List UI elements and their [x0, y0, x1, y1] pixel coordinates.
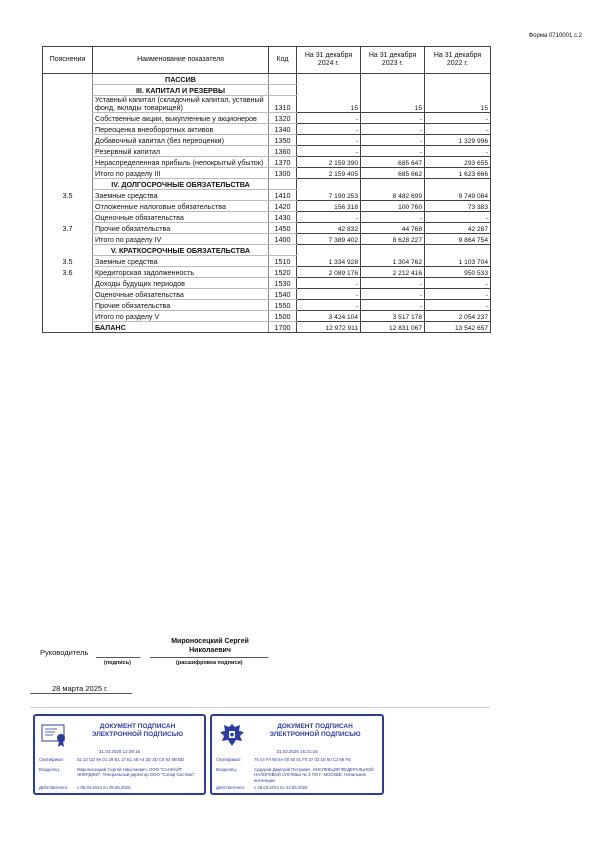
- value-2024-cell: 15: [297, 96, 361, 113]
- stamp-valid-row: [39, 785, 200, 790]
- value-2023-cell: [361, 85, 425, 96]
- stamp-owner-label: Владелец:: [216, 767, 238, 772]
- explanation-cell: [43, 277, 93, 288]
- value-2024-cell: -: [297, 277, 361, 288]
- value-2023-cell: 100 760: [361, 200, 425, 211]
- certificate-icon: [41, 722, 69, 748]
- explanation-cell: 3.6: [43, 266, 93, 277]
- value-2024-cell: -: [297, 145, 361, 156]
- indicator-name-cell: Оценочные обязательства: [93, 288, 269, 299]
- header-indicator-name: Наименование показателя: [93, 47, 269, 74]
- table-row: [43, 134, 491, 145]
- value-2023-cell: 685 662: [361, 167, 425, 178]
- code-cell: 1400: [269, 233, 297, 244]
- table-row: [43, 288, 491, 299]
- code-cell: [269, 85, 297, 96]
- stamp-valid-row: [216, 785, 378, 790]
- value-2024-cell: -: [297, 211, 361, 222]
- value-2022-cell: -: [425, 288, 491, 299]
- header-2023: На 31 декабря 2023 г.: [361, 47, 425, 74]
- value-2022-cell: [425, 244, 491, 255]
- value-2022-cell: 1 623 666: [425, 167, 491, 178]
- indicator-name-cell: Итого по разделу V: [93, 310, 269, 321]
- stamp-title: ДОКУМЕНТ ПОДПИСАН ЭЛЕКТРОННОЙ ПОДПИСЬЮ: [91, 723, 184, 739]
- code-cell: 1530: [269, 277, 297, 288]
- code-cell: [269, 178, 297, 189]
- code-cell: 1550: [269, 299, 297, 310]
- value-2022-cell: 1 103 704: [425, 255, 491, 266]
- header-2022: На 31 декабря 2022 г.: [425, 47, 491, 74]
- code-cell: 1420: [269, 200, 297, 211]
- table-row: [43, 178, 491, 189]
- indicator-name-cell: III. КАПИТАЛ И РЕЗЕРВЫ: [93, 85, 269, 96]
- value-2022-cell: 9 864 754: [425, 233, 491, 244]
- value-2022-cell: 13 542 657: [425, 321, 491, 332]
- value-2022-cell: 1 329 996: [425, 134, 491, 145]
- value-2022-cell: 15: [425, 96, 491, 113]
- stamp-owner-row: [216, 767, 378, 783]
- value-2022-cell: -: [425, 123, 491, 134]
- value-2023-cell: 3 517 178: [361, 310, 425, 321]
- explanation-cell: 3.5: [43, 255, 93, 266]
- stamp-cert-value: 02 23 CD 8A 01 29 B1 17 B1 48 A4 2D 3D C9 93 6B BD: [77, 757, 185, 762]
- table-row: [43, 244, 491, 255]
- value-2023-cell: [361, 178, 425, 189]
- value-2024-cell: 2 089 176: [297, 266, 361, 277]
- code-cell: 1430: [269, 211, 297, 222]
- value-2022-cell: 293 655: [425, 156, 491, 167]
- explanation-cell: [43, 310, 93, 321]
- value-2023-cell: 2 212 416: [361, 266, 425, 277]
- indicator-name-cell: Кредиторская задолженность: [93, 266, 269, 277]
- stamp-valid-value: с 29.03.2024 по 22.06.2025: [254, 785, 308, 790]
- value-2024-cell: 42 832: [297, 222, 361, 233]
- table-row: [43, 277, 491, 288]
- indicator-name-cell: Уставный капитал (складочный капитал, уставный фонд, вклады товарищей): [93, 96, 269, 113]
- stamp-owner-row: [39, 767, 200, 778]
- table-row: [43, 310, 491, 321]
- value-2023-cell: 1 304 762: [361, 255, 425, 266]
- table-row: [43, 112, 491, 123]
- table-row: [43, 167, 491, 178]
- indicator-name-cell: Переоценка внеоборотных активов: [93, 123, 269, 134]
- indicator-name-cell: Доходы будущих периодов: [93, 277, 269, 288]
- value-2023-cell: -: [361, 299, 425, 310]
- value-2024-cell: -: [297, 112, 361, 123]
- header-explanations: Пояснения: [43, 47, 93, 74]
- explanation-cell: [43, 123, 93, 134]
- value-2024-cell: [297, 244, 361, 255]
- code-cell: 1350: [269, 134, 297, 145]
- name-line: [150, 657, 268, 658]
- indicator-name-cell: БАЛАНС: [93, 321, 269, 332]
- indicator-name-cell: V. КРАТКОСРОЧНЫЕ ОБЯЗАТЕЛЬСТВА: [93, 244, 269, 255]
- header-code: Код: [269, 47, 297, 74]
- code-cell: 1450: [269, 222, 297, 233]
- explanation-cell: [43, 167, 93, 178]
- table-row: [43, 299, 491, 310]
- table-row: [43, 123, 491, 134]
- table-row: [43, 266, 491, 277]
- value-2022-cell: [425, 74, 491, 85]
- indicator-name-cell: Собственные акции, выкупленные у акционеров: [93, 112, 269, 123]
- signature-caption: (подпись): [104, 660, 131, 666]
- value-2024-cell: 7 389 402: [297, 233, 361, 244]
- indicator-name-cell: IV. ДОЛГОСРОЧНЫЕ ОБЯЗАТЕЛЬСТВА: [93, 178, 269, 189]
- explanation-cell: [43, 321, 93, 332]
- balance-sheet-table: [42, 46, 491, 333]
- indicator-name-cell: Заемные средства: [93, 255, 269, 266]
- stamp-datetime: 31.03.2025 12:39:16: [98, 749, 141, 754]
- value-2024-cell: [297, 178, 361, 189]
- stamp-cert-row: [39, 757, 200, 762]
- code-cell: 1540: [269, 288, 297, 299]
- explanation-cell: 3.5: [43, 189, 93, 200]
- indicator-name-cell: Итого по разделу III: [93, 167, 269, 178]
- explanation-cell: [43, 211, 93, 222]
- explanation-cell: [43, 145, 93, 156]
- value-2024-cell: -: [297, 134, 361, 145]
- code-cell: 1510: [269, 255, 297, 266]
- code-cell: 1300: [269, 167, 297, 178]
- table-row: [43, 145, 491, 156]
- explanation-cell: [43, 299, 93, 310]
- value-2024-cell: 2 159 405: [297, 167, 361, 178]
- value-2024-cell: 12 972 911: [297, 321, 361, 332]
- explanation-cell: [43, 200, 93, 211]
- indicator-name-cell: Итого по разделу IV: [93, 233, 269, 244]
- code-cell: 1520: [269, 266, 297, 277]
- value-2023-cell: -: [361, 211, 425, 222]
- stamp-owner-label: Владелец:: [39, 767, 61, 772]
- value-2022-cell: -: [425, 277, 491, 288]
- indicator-name-cell: Оценочные обязательства: [93, 211, 269, 222]
- table-header-row: [43, 47, 491, 74]
- value-2023-cell: [361, 244, 425, 255]
- code-cell: [269, 74, 297, 85]
- date-line: [30, 693, 132, 694]
- name-caption: (расшифровка подписи): [176, 660, 243, 666]
- value-2024-cell: [297, 85, 361, 96]
- signature-role: Руководитель: [40, 648, 89, 657]
- value-2023-cell: 8 628 227: [361, 233, 425, 244]
- explanation-cell: [43, 233, 93, 244]
- table-row: [43, 255, 491, 266]
- value-2023-cell: -: [361, 134, 425, 145]
- explanation-cell: [43, 85, 93, 96]
- stamp-cert-value: 76 44 FA 50 8A 00 50 01 F0 37 03 1E 60 C3 66 FE: [254, 757, 351, 762]
- indicator-name-cell: Отложенные налоговые обязательства: [93, 200, 269, 211]
- code-cell: 1700: [269, 321, 297, 332]
- value-2022-cell: 42 287: [425, 222, 491, 233]
- value-2023-cell: 12 831 067: [361, 321, 425, 332]
- value-2024-cell: 2 159 390: [297, 156, 361, 167]
- stamp-owner-value: Сидоров Дмитрий Петрович, ИНСПЕКЦИЯ ФЕДЕРАЛЬНОЙ НАЛОГОВОЙ СЛУЖБЫ № 3 ПО Г. МОСКВЕ, Начальник инспекции: [254, 767, 374, 783]
- value-2022-cell: -: [425, 299, 491, 310]
- code-cell: 1320: [269, 112, 297, 123]
- stamp-cert-row: [216, 757, 378, 762]
- value-2022-cell: -: [425, 112, 491, 123]
- indicator-name-cell: Прочие обязательства: [93, 222, 269, 233]
- stamp-valid-label: Действителен:: [216, 785, 246, 790]
- stamp-title: ДОКУМЕНТ ПОДПИСАН ЭЛЕКТРОННОЙ ПОДПИСЬЮ: [269, 723, 361, 739]
- value-2023-cell: 15: [361, 96, 425, 113]
- value-2022-cell: -: [425, 145, 491, 156]
- header-2024: На 31 декабря 2024 г.: [297, 47, 361, 74]
- value-2024-cell: 156 318: [297, 200, 361, 211]
- value-2023-cell: -: [361, 145, 425, 156]
- code-cell: 1500: [269, 310, 297, 321]
- value-2024-cell: [297, 74, 361, 85]
- value-2022-cell: 9 749 084: [425, 189, 491, 200]
- explanation-cell: [43, 112, 93, 123]
- value-2022-cell: 2 054 237: [425, 310, 491, 321]
- code-cell: 1370: [269, 156, 297, 167]
- value-2023-cell: [361, 74, 425, 85]
- indicator-name-cell: Нераспределенная прибыль (непокрытый убыток): [93, 156, 269, 167]
- value-2023-cell: 44 768: [361, 222, 425, 233]
- indicator-name-cell: Прочие обязательства: [93, 299, 269, 310]
- code-cell: 1310: [269, 96, 297, 113]
- divider: [30, 707, 490, 708]
- value-2024-cell: 1 334 928: [297, 255, 361, 266]
- explanation-cell: [43, 96, 93, 113]
- stamp-cert-label: Сертификат:: [216, 757, 242, 762]
- explanation-cell: [43, 288, 93, 299]
- explanation-cell: 3.7: [43, 222, 93, 233]
- value-2024-cell: -: [297, 123, 361, 134]
- table-row: [43, 96, 491, 113]
- explanation-cell: [43, 178, 93, 189]
- value-2022-cell: 73 383: [425, 200, 491, 211]
- explanation-cell: [43, 74, 93, 85]
- e-signature-stamp-company: [33, 714, 206, 795]
- e-signature-stamp-tax-authority: [210, 714, 384, 795]
- code-cell: 1360: [269, 145, 297, 156]
- signature-line: [96, 657, 140, 658]
- table-row: [43, 74, 491, 85]
- table-row: [43, 222, 491, 233]
- value-2023-cell: -: [361, 123, 425, 134]
- form-code: Форма 0710001 с.2: [528, 33, 582, 39]
- table-row: [43, 85, 491, 96]
- code-cell: 1340: [269, 123, 297, 134]
- value-2022-cell: -: [425, 211, 491, 222]
- value-2024-cell: 3 424 104: [297, 310, 361, 321]
- indicator-name-cell: Резервный капитал: [93, 145, 269, 156]
- code-cell: 1410: [269, 189, 297, 200]
- explanation-cell: [43, 134, 93, 145]
- value-2023-cell: 685 647: [361, 156, 425, 167]
- table-row: [43, 189, 491, 200]
- table-row: [43, 233, 491, 244]
- explanation-cell: [43, 156, 93, 167]
- coat-of-arms-icon: [218, 722, 246, 748]
- table-row: [43, 156, 491, 167]
- value-2024-cell: -: [297, 299, 361, 310]
- table-row: [43, 200, 491, 211]
- stamp-datetime: 31.03.2025 15:31:16: [276, 749, 318, 754]
- value-2024-cell: -: [297, 288, 361, 299]
- indicator-name-cell: Добавочный капитал (без переоценки): [93, 134, 269, 145]
- indicator-name-cell: ПАССИВ: [93, 74, 269, 85]
- indicator-name-cell: Заемные средства: [93, 189, 269, 200]
- balance-total-row: [43, 321, 491, 332]
- value-2023-cell: -: [361, 277, 425, 288]
- stamp-valid-label: Действителен:: [39, 785, 69, 790]
- stamp-valid-value: с 05.03.2024 по 05.06.2025: [77, 785, 131, 790]
- value-2023-cell: 8 482 699: [361, 189, 425, 200]
- table-row: [43, 211, 491, 222]
- stamp-cert-label: Сертификат:: [39, 757, 65, 762]
- value-2023-cell: -: [361, 112, 425, 123]
- value-2022-cell: [425, 178, 491, 189]
- code-cell: [269, 244, 297, 255]
- stamp-owner-value: Мироносецкий Сергей Николаевич, ООО "САНЛАЙТ ЭНЕРДЖИ", Генеральный директор ООО "Солар Системс": [77, 767, 196, 778]
- value-2022-cell: [425, 85, 491, 96]
- value-2023-cell: -: [361, 288, 425, 299]
- signature-date: 28 марта 2025 г.: [52, 684, 109, 693]
- signer-name: Мироносецкий Сергей Николаевич: [171, 638, 249, 655]
- value-2022-cell: 950 533: [425, 266, 491, 277]
- explanation-cell: [43, 244, 93, 255]
- value-2024-cell: 7 190 253: [297, 189, 361, 200]
